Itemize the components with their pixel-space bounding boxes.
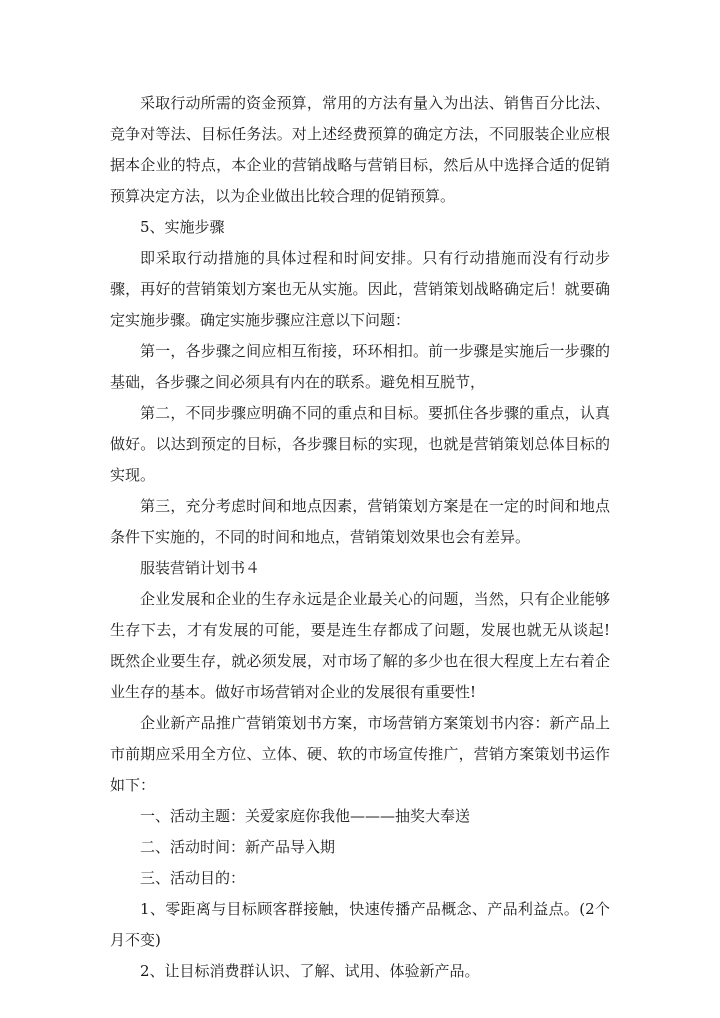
heading-implementation-steps: 5、实施步骤 (140, 218, 225, 236)
list-item-activity-purpose: 三、活动目的： (140, 869, 246, 887)
paragraph-step-third: 第三，充分考虑时间和地点因素，营销策划方案是在一定的时间和地点条件下实施的，不同的时间和地点，营销策划效果也会有差异。 (110, 497, 610, 546)
paragraph-enterprise-survival: 企业发展和企业的生存永远是企业最关心的问题，当然，只有企业能够生存下去，才有发展的可能，要是连生存都成了问题，发展也就无从谈起!既然企业要生存，就必须发展，对市场了解的多少也在很大程度上左右着企业生存的基本。做好市场营销对企业的发展很有重要性! (110, 590, 610, 701)
document-page (110, 88, 610, 987)
list-item-activity-theme: 一、活动主题：关爱家庭你我他———抽奖大奉送 (140, 807, 471, 825)
purpose-item-1: 1、零距离与目标顾客群接触，快速传播产品概念、产品利益点。(2个月不变) (110, 900, 610, 949)
paragraph-step-second: 第二，不同步骤应明确不同的重点和目标。要抓住各步骤的重点，认真做好。以达到预定的目标，各步骤目标的实现，也就是营销策划总体目标的实现。 (110, 404, 610, 484)
paragraph-budget: 采取行动所需的资金预算，常用的方法有量入为出法、销售百分比法、竞争对等法、目标任务法。对上述经费预算的确定方法，不同服装企业应根据本企业的特点，本企业的营销战略与营销目标，然后从中选择合适的促销预算决定方法，以为企业做出比较合理的促销预算。 (110, 94, 610, 205)
section-title-plan-4: 服装营销计划书４ (140, 559, 261, 577)
purpose-item-2: 2、让目标消费群认识、了解、试用、体验新产品。 (140, 962, 480, 980)
list-item-activity-time: 二、活动时间：新产品导入期 (140, 838, 336, 856)
paragraph-steps-intro: 即采取行动措施的具体过程和时间安排。只有行动措施而没有行动步骤，再好的营销策划方案也无从实施。因此，营销策划战略确定后！就要确定实施步骤。确定实施步骤应注意以下问题： (110, 249, 610, 329)
paragraph-new-product-promotion: 企业新产品推广营销策划书方案，市场营销方案策划书内容：新产品上市前期应采用全方位、立体、硬、软的市场宣传推广，营销方案策划书运作如下： (110, 714, 610, 794)
paragraph-step-first: 第一，各步骤之间应相互衔接，环环相扣。前一步骤是实施后一步骤的基础，各步骤之间必须具有内在的联系。避免相互脱节， (110, 342, 610, 391)
